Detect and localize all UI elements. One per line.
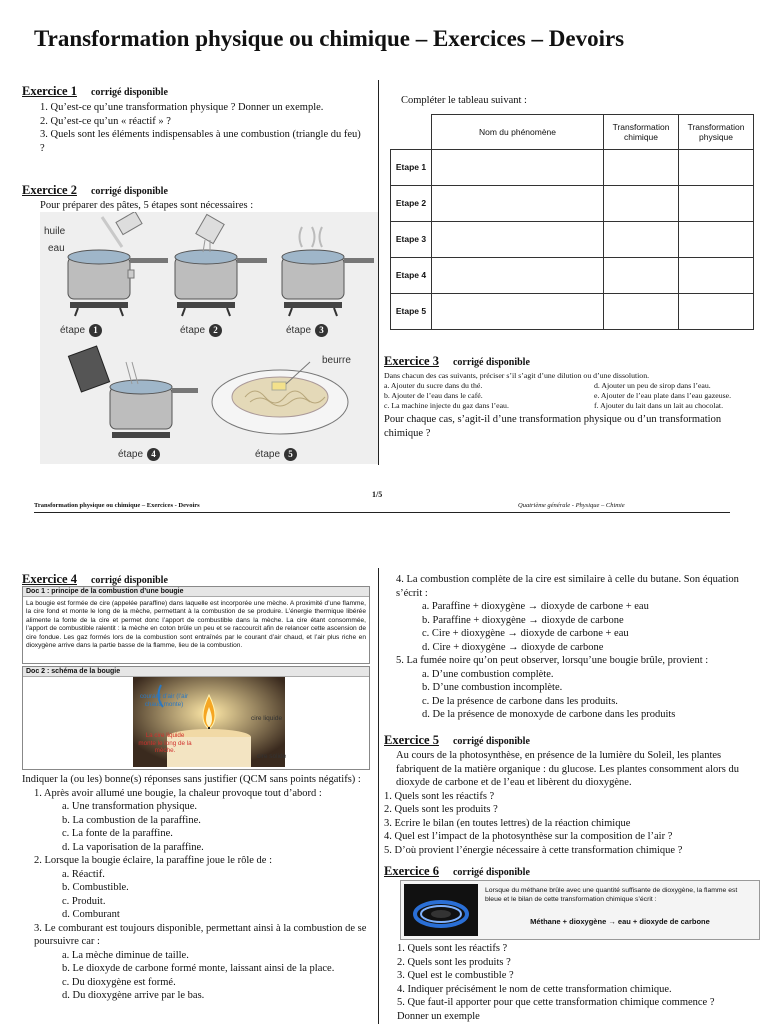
exercise-6-q5-example: Donner un exemple [397,1010,480,1022]
phenomenon-table [390,114,754,330]
exercise-4-q3: 3. Le comburant est toujours disponible, permettant ainsi à la combustion de se poursuivre car : [34,922,367,947]
exercise-6-equation: Méthane + dioxygène → eau + dioxyde de carbone [530,917,710,926]
q1-option-c: c. La fonte de la paraffine. [62,828,173,839]
q1-option-d: d. La vaporisation de la paraffine. [62,841,204,853]
gas-flame-photo [404,884,478,936]
step-2-label: étape 2 [180,320,222,338]
exercise-3-intro: Dans chacun des cas suivants, préciser s’il s’agit d’une dilution ou d’une dissolution. [384,371,650,380]
exercise-5 [384,731,758,857]
exercise-5-q5: 5. D’où provient l’énergie nécessaire à cette transformation chimique ? [384,844,683,856]
exercise-1-corrige: corrigé disponible [90,87,168,98]
step-1-label: étape 1 [60,320,102,338]
step-5-badge: 5 [284,448,297,461]
q5-option-d: d. De la présence de monoxyde de carbone dans les produits [422,709,676,720]
exercise-3-title: Exercice 3 [384,354,439,368]
pot-step-4 [68,346,198,438]
column-divider-top [378,80,379,465]
q4-option-b: b. Paraffine + dioxygène → dioxyde de carbone [422,614,624,626]
q2-option-a: a. Réactif. [62,868,105,880]
exercise-5-q3: 3. Ecrire le bilan (en toutes lettres) de la réaction chimique [384,817,631,829]
exercise-2 [22,181,372,213]
exercise-6-title: Exercice 6 [384,864,439,878]
gas-flame-drawing [404,884,478,936]
case-c: c. La machine injecte du gaz dans l’eau. [384,401,509,410]
exercise-1 [22,82,367,155]
cell-chim-4[interactable] [604,257,679,293]
q3-option-d: d. Du dioxygène arrive par le bas. [62,990,205,1001]
q4-option-d: d. Cire + dioxygène → dioxyde de carbone [422,641,604,653]
table-row [391,149,754,185]
exercise-4-instructions: Indiquer la (ou les) bonne(s) réponses sans justifier (QCM sans points négatifs) : [22,774,361,785]
exercise-4-q5: 5. La fumée noire qu’on peut observer, lorsqu’une bougie brûle, provient : [396,655,709,666]
exercise-6-q3: 3. Quel est le combustible ? [397,970,514,981]
cell-chim-5[interactable] [604,293,679,329]
exercise-4-q1: 1. Après avoir allumé une bougie, la chaleur provoque tout d’abord : [34,787,322,799]
cell-nom-3[interactable] [432,221,604,257]
exercise-3-question: Pour chaque cas, s’agit-il d’une transformation physique ou d’un transformation chimique ? [384,414,722,439]
exercise-1-question-1: 1. Qu’est-ce qu’une transformation physique ? Donner un exemple. [40,102,324,113]
row-label: Etape 4 [391,257,432,293]
step-5-label: étape 5 [255,444,297,462]
doc-1-text: La bougie est formée de cire (appelée paraffine) dans laquelle est incorporée une mèche. A proximité d’une flamme, la cire fond et monte le long de la mèche, permettant à la combustion de se produire. L’énergie thermique libérée alimente la fonte de la cire et permet donc l’apport de combustible dans la mèche. La cire étant consommée, l’apport de combustible ralentit : la mèche en coton brûle un peu et se raccourcit afin de relancer cette ascension de cire fondue. Les gaz formés lors de la combustion sont entraînés par le courant d’air chaud, et l’air plus riche en dioxygène arrive dans la partie basse de la flamme, lieu de la combustion. [26,600,366,650]
step-2-badge: 2 [209,324,222,337]
q2-option-b: b. Combustible. [62,882,129,893]
exercise-5-q2: 2. Quels sont les produits ? [384,804,498,815]
footer-rule [34,512,730,513]
pasta-steps-illustration [40,212,378,464]
q3-option-a: a. La mèche diminue de taille. [62,949,189,961]
exercise-1-question-3: 3. Quels sont les éléments indispensables à une combustion (triangle du feu) ? [40,129,361,154]
header-chimique: Transformation chimique [604,115,679,150]
exercise-6-q2: 2. Quels sont les produits ? [397,956,511,968]
exercise-4-corrige: corrigé disponible [90,575,168,586]
q1-option-a: a. Une transformation physique. [62,801,198,812]
exercise-1-title: Exercice 1 [22,84,77,98]
exercise-5-q1: 1. Quels sont les réactifs ? [384,790,495,802]
page-title: Transformation physique ou chimique – Exercices – Devoirs [34,26,625,51]
cell-nom-1[interactable] [432,149,604,185]
table-intro: Compléter le tableau suivant : [401,95,527,106]
step-4-badge: 4 [147,448,160,461]
doc-2-wax-rises-label: La cire liquide monte le long de la mèche. [138,732,192,754]
pot-step-1 [68,212,168,316]
exercise-4-q2: 2. Lorsque la bougie éclaire, la paraffine joue le rôle de : [34,855,272,866]
table-header-row [391,115,754,150]
q4-option-a: a. Paraffine + dioxygène → dioxyde de carbone + eau [422,601,649,612]
exercise-6-questions [397,942,759,1023]
page-number: 1/5 [372,490,383,499]
label-huile: huile [44,226,66,237]
doc-1 [22,586,370,664]
header-physique: Transformation physique [679,115,754,150]
cell-nom-2[interactable] [432,185,604,221]
q5-option-c: c. De la présence de carbone dans les produits. [422,695,618,707]
table-row [391,221,754,257]
doc-2-air-label: courant d’air (l’air chaud monte) [139,693,189,708]
row-label: Etape 1 [391,149,432,185]
exercise-4-questions-left [22,773,367,1003]
exercise-6-q5: 5. Que faut-il apporter pour que cette transformation chimique commence ? [397,997,715,1008]
cell-nom-5[interactable] [432,293,604,329]
exercise-3-cases [384,381,762,411]
exercise-6-q4: 4. Indiquer précisément le nom de cette transformation chimique. [397,983,672,995]
exercise-2-corrige: corrigé disponible [90,186,168,197]
footer-right: Quatrième générale - Physique – Chimie [518,502,625,509]
doc-2-heading: Doc 2 : schéma de la bougie [23,667,369,677]
footer-left: Transformation physique ou chimique – Exercices - Devoirs [34,502,200,509]
q5-option-a: a. D’une combustion complète. [422,668,554,680]
exercise-1-question-2: 2. Qu’est-ce qu’un « réactif » ? [40,115,171,127]
exercise-6-box [400,880,760,940]
exercise-4-q4: 4. La combustion complète de la cire est similaire à celle du butane. Son équation s’écrit : [396,574,739,599]
column-divider-bottom [378,568,379,1024]
doc-2 [22,666,370,770]
header-nom: Nom du phénomène [432,115,604,150]
exercise-2-title: Exercice 2 [22,183,77,197]
exercise-3 [384,352,762,440]
plate-step-5 [212,362,348,434]
cell-nom-4[interactable] [432,257,604,293]
exercise-5-corrige: corrigé disponible [452,736,530,747]
q3-option-b: b. Le dioxyde de carbone formé monte, laissant ainsi de la place. [62,963,335,974]
q4-option-c: c. Cire + dioxygène → dioxyde de carbone + eau [422,628,629,639]
pot-step-2 [175,214,267,316]
table-row [391,257,754,293]
label-eau: eau [48,243,65,254]
cell-phys-1[interactable] [679,149,754,185]
cell-phys-4[interactable] [679,257,754,293]
exercise-6-box-text: Lorsque du méthane brûle avec une quantité suffisante de dioxygène, la flamme est bleue et le bilan de cette transformation chimique s’écrit : [485,887,738,903]
cell-chim-3[interactable] [604,221,679,257]
q5-option-b: b. D’une combustion incomplète. [422,682,563,693]
case-f: f. Ajouter du lait dans un lait au chocolat. [594,401,724,410]
exercise-4-questions-right [396,573,756,722]
pot-step-3 [282,227,374,316]
row-label: Etape 5 [391,293,432,329]
exercise-4-title: Exercice 4 [22,572,77,586]
pasta-steps-drawing [40,212,378,464]
exercise-5-title: Exercice 5 [384,733,439,747]
doc-1-heading: Doc 1 : principe de la combustion d’une bougie [23,587,369,597]
exercise-5-q4: 4. Quel est l’impact de la photosynthèse sur la composition de l’air ? [384,831,673,842]
q2-option-c: c. Produit. [62,895,106,907]
exercise-2-intro: Pour préparer des pâtes, 5 étapes sont nécessaires : [40,200,254,211]
q3-option-c: c. Du dioxygène est formé. [62,976,176,988]
cell-phys-3[interactable] [679,221,754,257]
step-3-badge: 3 [315,324,328,337]
case-b: b. Ajouter de l’eau dans le café. [384,391,483,400]
cell-phys-5[interactable] [679,293,754,329]
cell-chim-1[interactable] [604,149,679,185]
table-row [391,293,754,329]
q2-option-d: d. Comburant [62,909,120,920]
table-row [391,185,754,221]
step-3-label: étape 3 [286,320,328,338]
label-beurre: beurre [322,355,351,366]
doc-2-solid-wax-label: cire solide [257,753,287,760]
step-4-label: étape 4 [118,444,160,462]
exercise-3-corrige: corrigé disponible [452,357,530,368]
step-1-badge: 1 [89,324,102,337]
case-a: a. Ajouter du sucre dans du thé. [384,381,483,390]
row-label: Etape 2 [391,185,432,221]
case-d: d. Ajouter un peu de sirop dans l’eau. [594,381,711,390]
cell-phys-2[interactable] [679,185,754,221]
case-e: e. Ajouter de l’eau plate dans l’eau gazeuse. [594,391,732,400]
exercise-5-intro: Au cours de la photosynthèse, en présence de la lumière du Soleil, les plantes fabriquent de la matière organique : du glucose. Les plantes consomment alors du dioxyde de carbone et de l’eau et libèrent du dioxygène. [396,750,739,788]
exercise-6-corrige: corrigé disponible [452,867,530,878]
row-label: Etape 3 [391,221,432,257]
exercise-6-q1: 1. Quels sont les réactifs ? [397,943,508,954]
cell-chim-2[interactable] [604,185,679,221]
doc-2-liquid-wax-label: cire liquide [251,715,283,722]
exercise-6-heading [384,862,530,880]
q1-option-b: b. La combustion de la paraffine. [62,814,201,826]
